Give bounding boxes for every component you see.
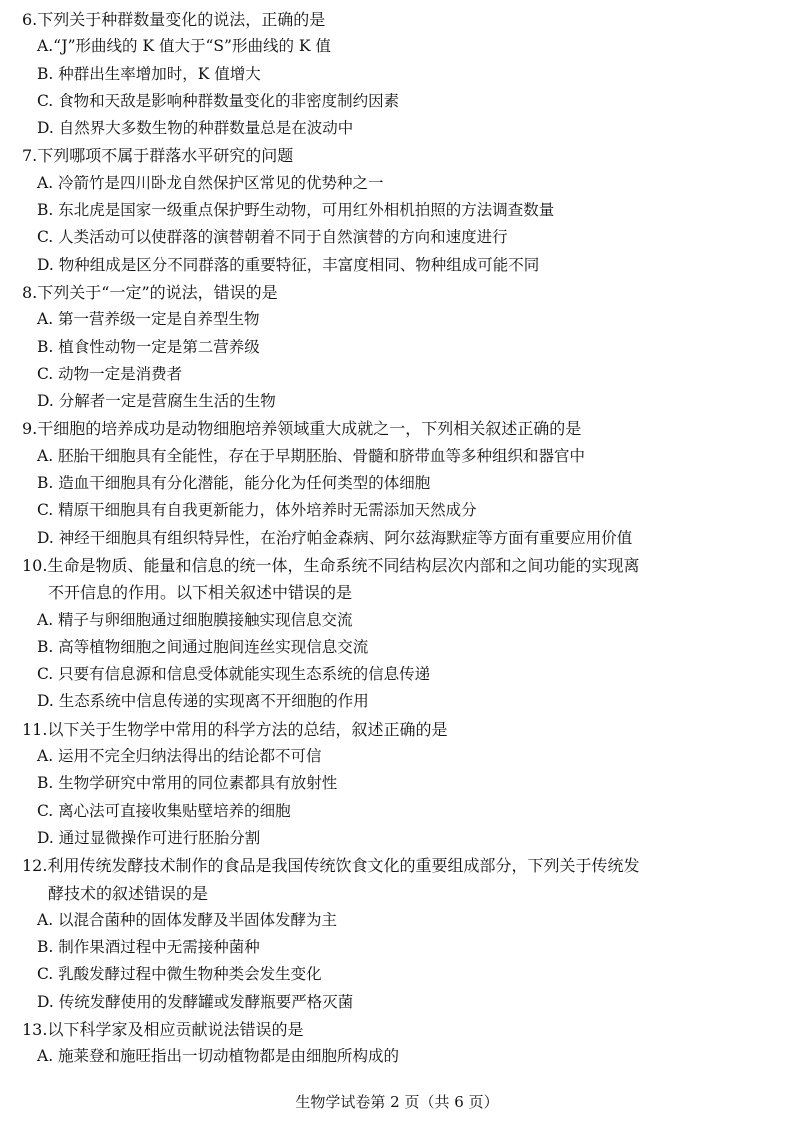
answer-option: A.“J”形曲线的 K 值大于“S”形曲线的 K 值 <box>37 37 331 56</box>
question-8 <box>22 279 774 415</box>
answer-option: B. 造血干细胞具有分化潜能，能分化为任何类型的体细胞 <box>37 474 431 493</box>
question-stem <box>22 716 774 743</box>
question-number: 12. <box>22 856 48 876</box>
answer-option: B. 制作果酒过程中无需接种菌种 <box>37 938 260 957</box>
answer-option: C. 动物一定是消费者 <box>37 364 183 383</box>
answer-option: C. 人类活动可以使群落的演替朝着不同于自然演替的方向和速度进行 <box>37 228 508 247</box>
answer-option: D. 神经干细胞具有组织特异性，在治疗帕金森病、阿尔兹海默症等方面有重要应用价值 <box>37 528 633 547</box>
answer-option: D. 生态系统中信息传递的实现离不开细胞的作用 <box>37 692 369 711</box>
question-6 <box>22 6 774 142</box>
question-number: 8. <box>22 282 38 302</box>
answer-option: B. 种群出生率增加时，K 值增大 <box>37 64 261 83</box>
answer-option: B. 东北虎是国家一级重点保护野生动物，可用红外相机拍照的方法调查数量 <box>37 201 555 220</box>
question-stem-continued: 不开信息的作用。以下相关叙述中错误的是 <box>48 583 353 603</box>
question-10 <box>22 552 774 716</box>
answer-option: D. 自然界大多数生物的种群数量总是在波动中 <box>37 119 354 138</box>
question-stem-text: 生命是物质、能量和信息的统一体，生命系统不同结构层次内部和之间功能的实现离 <box>47 555 640 575</box>
answer-option: D. 传统发酵使用的发酵罐或发酵瓶要严格灭菌 <box>37 992 354 1011</box>
question-number: 13. <box>22 1019 48 1039</box>
question-stem <box>22 852 774 879</box>
question-list <box>22 6 774 1071</box>
question-stem <box>22 552 774 579</box>
answer-option: D. 物种组成是区分不同群落的重要特征，丰富度相同、物种组成可能不同 <box>37 255 540 274</box>
answer-option: A. 第一营养级一定是自养型生物 <box>37 310 260 329</box>
answer-option: C. 只要有信息源和信息受体就能实现生态系统的信息传递 <box>37 665 431 684</box>
answer-option: C. 离心法可直接收集贴壁培养的细胞 <box>37 801 291 820</box>
answer-option: A. 以混合菌种的固体发酵及半固体发酵为主 <box>37 910 338 929</box>
question-number: 9. <box>22 419 38 439</box>
question-stem-text: 下列关于“一定”的说法，错误的是 <box>37 282 278 302</box>
answer-option: B. 高等植物细胞之间通过胞间连丝实现信息交流 <box>37 637 369 656</box>
answer-option: A. 冷箭竹是四川卧龙自然保护区常见的优势种之一 <box>37 173 384 192</box>
question-stem <box>22 1016 774 1043</box>
answer-option: B. 植食性动物一定是第二营养级 <box>37 337 260 356</box>
question-11 <box>22 716 774 852</box>
question-stem-text: 下列哪项不属于群落水平研究的问题 <box>37 146 294 166</box>
question-9 <box>22 415 774 551</box>
question-stem <box>22 6 774 33</box>
answer-option: A. 运用不完全归纳法得出的结论都不可信 <box>37 747 322 766</box>
question-number: 6. <box>22 10 38 29</box>
question-number: 10. <box>22 555 48 575</box>
question-stem-text: 以下关于生物学中常用的科学方法的总结，叙述正确的是 <box>47 719 448 739</box>
answer-option: A. 精子与卵细胞通过细胞膜接触实现信息交流 <box>37 610 353 629</box>
question-stem-text: 下列关于种群数量变化的说法，正确的是 <box>37 10 326 29</box>
question-stem-text: 利用传统发酵技术制作的食品是我国传统饮食文化的重要组成部分，下列关于传统发 <box>47 856 640 876</box>
answer-option: C. 乳酸发酵过程中微生物种类会发生变化 <box>37 965 322 984</box>
answer-option: A. 胚胎干细胞具有全能性，存在于早期胚胎、骨髓和脐带血等多种组织和器官中 <box>37 446 586 465</box>
question-number: 11. <box>22 719 48 739</box>
answer-option: C. 精原干细胞具有自我更新能力，体外培养时无需添加天然成分 <box>37 501 477 520</box>
page-footer: 生物学试卷第 2 页（共 6 页） <box>295 1093 499 1111</box>
question-stem-continued: 酵技术的叙述错误的是 <box>48 883 209 903</box>
question-7 <box>22 142 774 278</box>
answer-option: C. 食物和天敌是影响种群数量变化的非密度制约因素 <box>37 91 400 110</box>
question-stem-text: 干细胞的培养成功是动物细胞培养领域重大成就之一，下列相关叙述正确的是 <box>37 419 582 439</box>
question-stem <box>22 279 774 306</box>
answer-option: D. 分解者一定是营腐生生活的生物 <box>37 392 276 411</box>
question-number: 7. <box>22 146 38 166</box>
question-12 <box>22 852 774 1016</box>
question-stem-text: 以下科学家及相应贡献说法错误的是 <box>47 1019 304 1039</box>
question-stem <box>22 142 774 169</box>
answer-option: D. 通过显微操作可进行胚胎分割 <box>37 828 261 847</box>
answer-option: B. 生物学研究中常用的同位素都具有放射性 <box>37 774 338 793</box>
question-stem <box>22 415 774 442</box>
answer-option: A. 施莱登和施旺指出一切动植物都是由细胞所构成的 <box>37 1047 400 1066</box>
question-13 <box>22 1016 774 1071</box>
